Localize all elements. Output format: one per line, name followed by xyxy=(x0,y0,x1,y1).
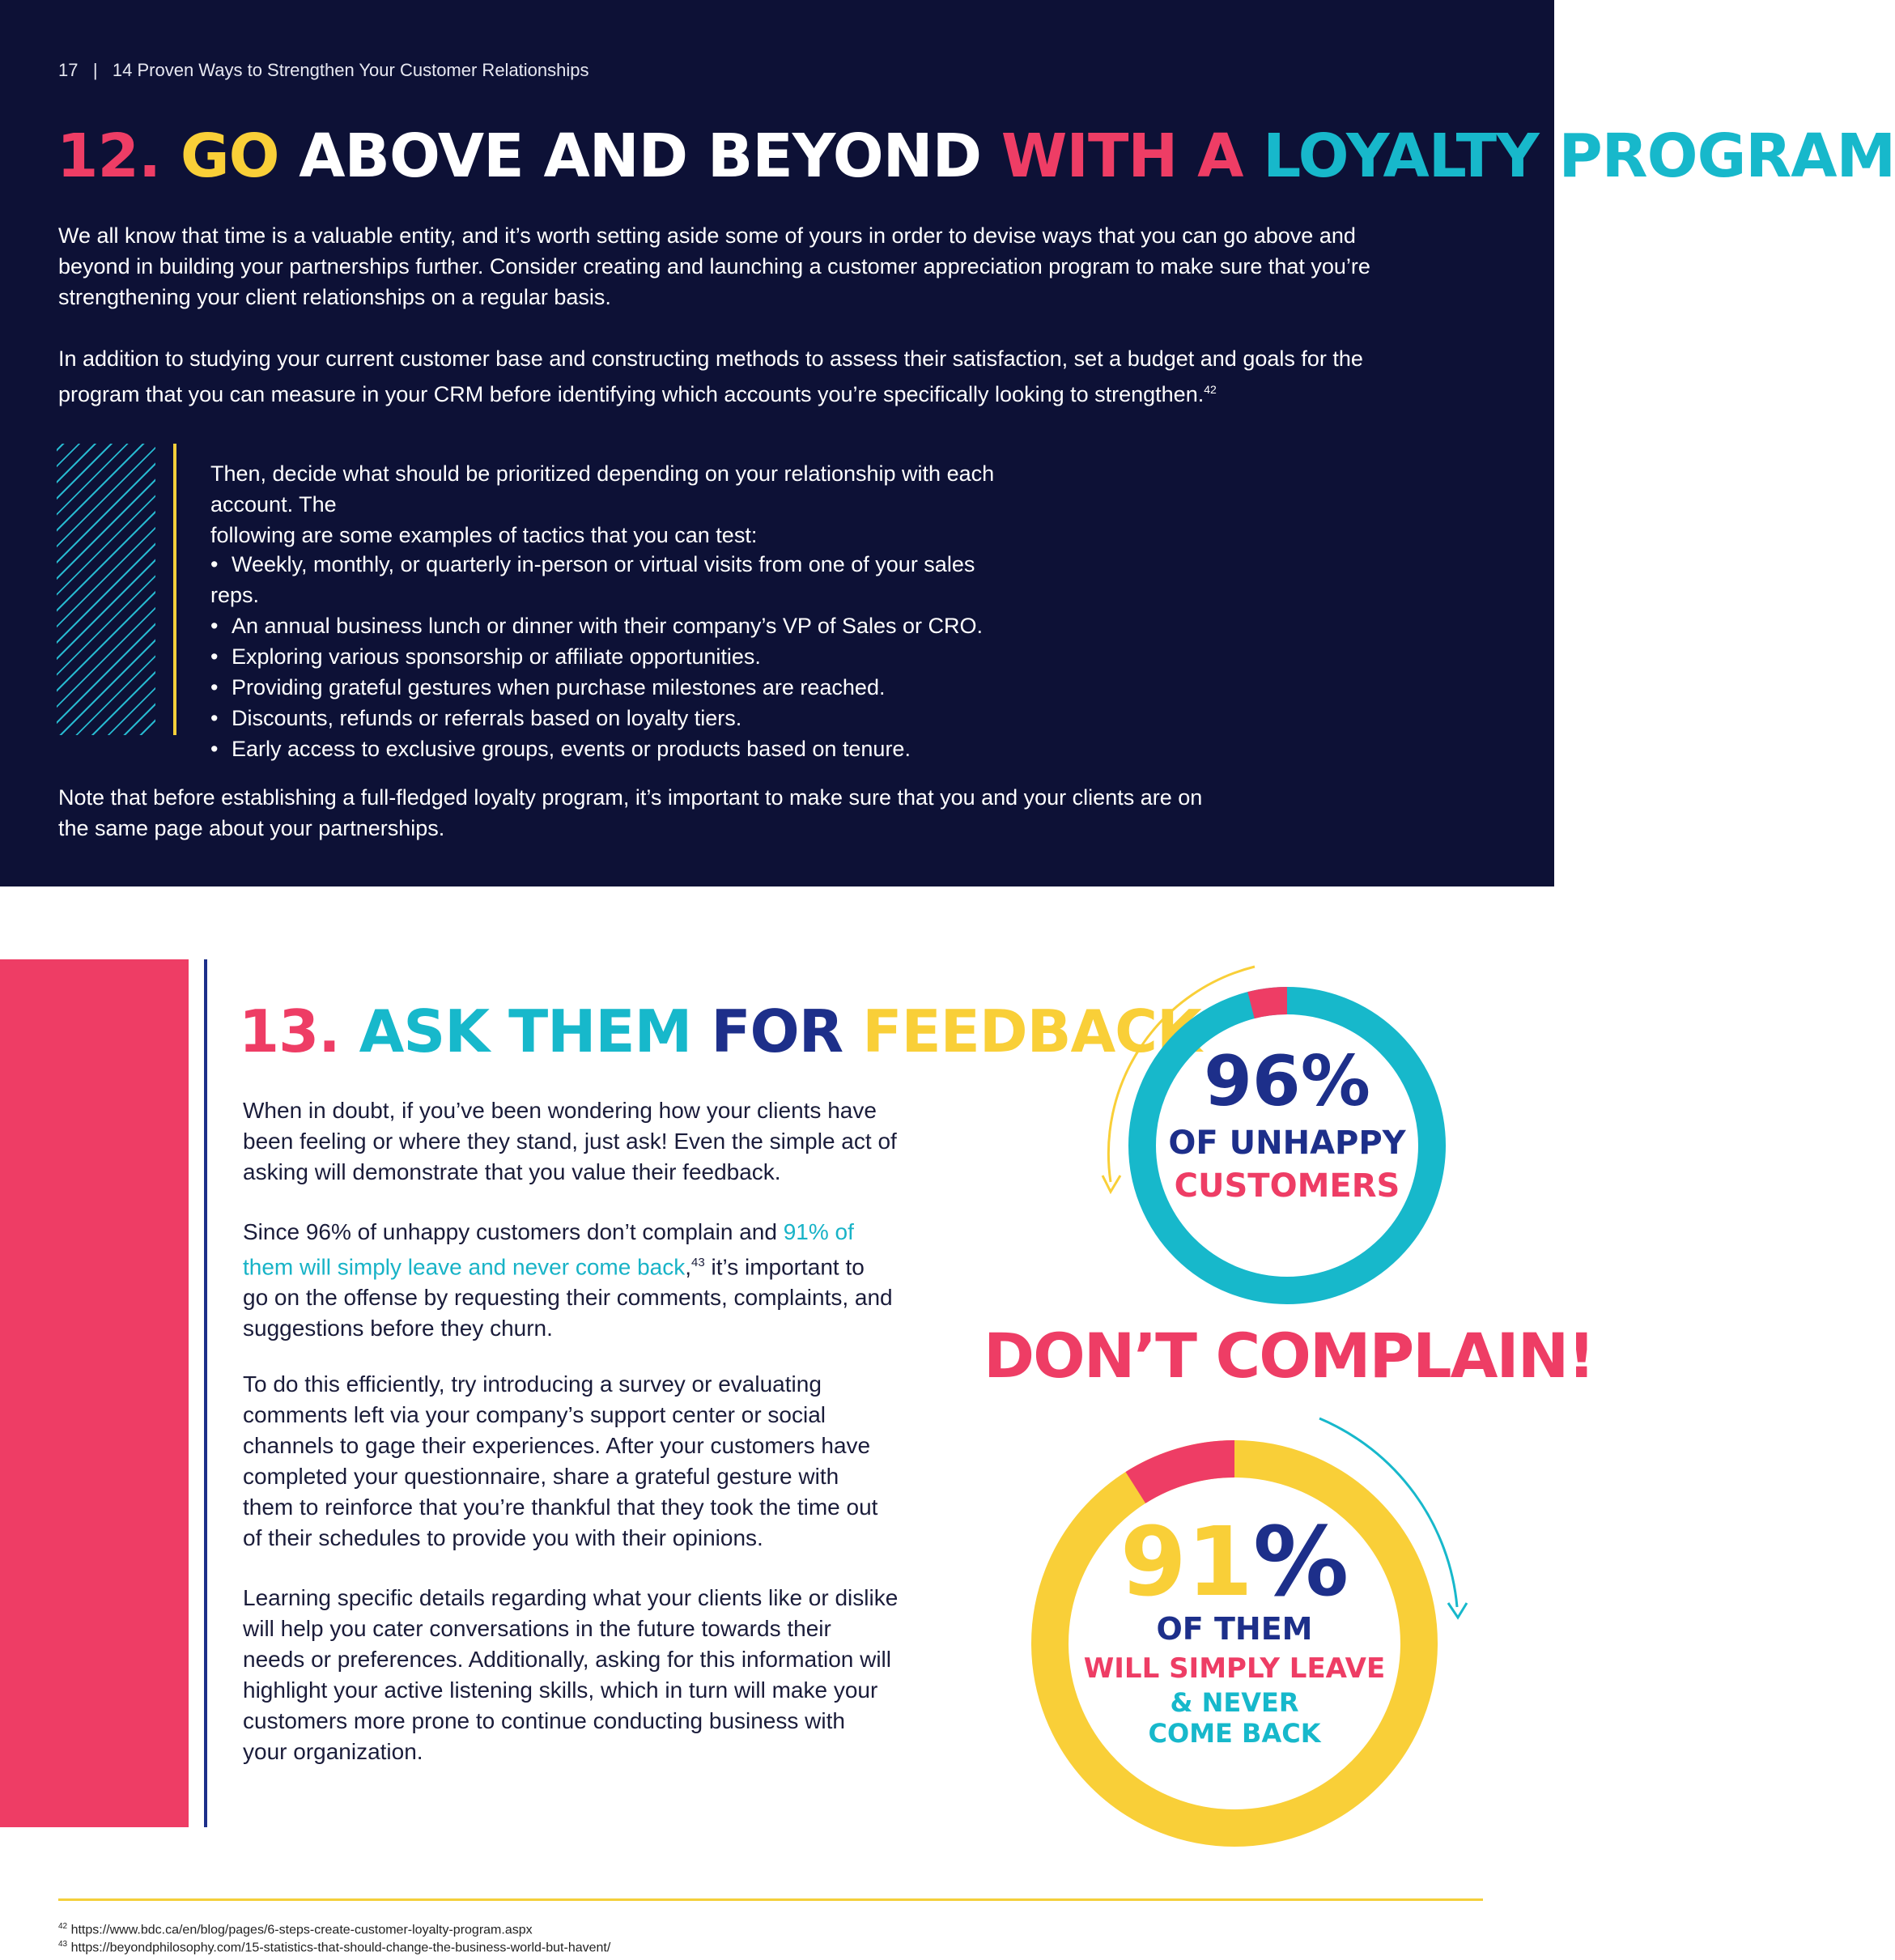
section-12-panel xyxy=(0,0,1895,886)
title-number: 13. xyxy=(239,997,340,1065)
s13-paragraph-2 xyxy=(243,1217,939,1344)
text-line: beyond in building your partnerships further. Consider creating and launching a customer appreciation program to make sure that you’re xyxy=(58,254,1370,278)
pink-sidebar-bar xyxy=(0,959,189,1827)
text-line: In addition to studying your current customer base and constructing methods to assess their satisfaction, set a budget and goals for the xyxy=(58,347,1363,371)
s13-paragraph-1 xyxy=(243,1095,939,1188)
text-line: the same page about your partnerships. xyxy=(58,816,445,840)
stats-infographic xyxy=(1052,955,1473,1862)
text-line-part: program that you can measure in your CRM before identifying which accounts you’re specifically looking to strengthen. xyxy=(58,382,1205,406)
text-line: will help you cater conversations in the future towards their xyxy=(243,1616,831,1641)
text-line: needs or preferences. Additionally, asking for this information will xyxy=(243,1647,891,1672)
callout-intro xyxy=(210,458,1028,551)
text-line: Then, decide what should be prioritized depending on your relationship with each account. The xyxy=(210,461,995,517)
tactics-callout xyxy=(57,444,1028,761)
header-separator: | xyxy=(92,60,98,80)
page-number: 17 xyxy=(58,60,79,80)
title-ask: ASK THEM xyxy=(359,997,692,1065)
stat-link-text[interactable]: them will simply leave and never come back xyxy=(243,1254,686,1280)
stat-96-line1: OF UNHAPPY xyxy=(1168,1125,1406,1162)
text-line: strengthening your client relationships on a regular basis. xyxy=(58,285,611,309)
s13-paragraph-3 xyxy=(243,1369,939,1554)
text-line: Learning specific details regarding what your clients like or dislike xyxy=(243,1585,899,1610)
text-line: When in doubt, if you’ve been wondering how your clients have xyxy=(243,1098,877,1123)
text-line: of their schedules to provide you with their opinions. xyxy=(243,1525,763,1550)
stat-91-percent: % xyxy=(1252,1506,1349,1618)
s13-paragraph-4 xyxy=(243,1583,939,1767)
text-line: comments left via your company’s support center or social xyxy=(243,1402,826,1427)
footnote-42 xyxy=(58,1922,533,1937)
text-line-part: Since 96% of unhappy customers don’t complain and xyxy=(243,1219,784,1244)
text-line: To do this efficiently, try introducing a survey or evaluating xyxy=(243,1371,822,1397)
section-12-title xyxy=(57,121,1895,191)
footnote-url[interactable]: https://www.bdc.ca/en/blog/pages/6-steps-create-customer-loyalty-program.aspx xyxy=(70,1923,533,1937)
list-item: • Weekly, monthly, or quarterly in-person or virtual visits from one of your sales reps. xyxy=(210,549,1028,610)
stat-96-value: 96% xyxy=(1204,1041,1370,1122)
title-for: FOR xyxy=(711,997,843,1065)
text-line: channels to gage their experiences. After your customers have xyxy=(243,1433,871,1458)
title-feedback: FEEDBACK xyxy=(862,997,1201,1065)
title-go: GO xyxy=(180,121,279,191)
title-loyalty: LOYALTY PROGRAM xyxy=(1263,121,1895,191)
list-item: • Exploring various sponsorship or affiliate opportunities. xyxy=(210,641,1028,672)
footnote-url[interactable]: https://beyondphilosophy.com/15-statistics-that-should-change-the-business-world-but-havent/ xyxy=(70,1941,611,1955)
note-paragraph xyxy=(58,782,1202,844)
text-line xyxy=(243,1248,939,1282)
stat-91-line2: WILL SIMPLY LEAVE xyxy=(1083,1652,1386,1685)
text-line: completed your questionnaire, share a grateful gesture with xyxy=(243,1464,839,1489)
footnote-ref: 42 xyxy=(1204,383,1217,396)
callout-divider xyxy=(173,444,176,735)
text-line: go on the offense by requesting their comments, complaints, and xyxy=(243,1285,893,1311)
stat-91-line1: OF THEM xyxy=(1156,1611,1313,1647)
page-header xyxy=(58,60,589,81)
section-13-divider xyxy=(204,959,207,1827)
stat-91-line4: COME BACK xyxy=(1148,1718,1321,1749)
tactics-list xyxy=(210,549,1028,764)
stat-91-line3: & NEVER xyxy=(1170,1687,1299,1718)
title-with: WITH A xyxy=(1001,121,1243,191)
list-item: • Discounts, refunds or referrals based on loyalty tiers. xyxy=(210,703,1028,733)
list-item: • An annual business lunch or dinner with their company’s VP of Sales or CRO. xyxy=(210,610,1028,641)
list-item: • Providing grateful gestures when purchase milestones are reached. xyxy=(210,672,1028,703)
stat-91-number: 91 xyxy=(1120,1506,1253,1618)
stat-link-text[interactable]: 91% of xyxy=(783,1219,854,1244)
title-above: ABOVE AND BEYOND xyxy=(299,121,982,191)
footnote-number: 42 xyxy=(58,1922,68,1931)
text-line-part: it’s important to xyxy=(704,1254,865,1280)
document-title: 14 Proven Ways to Strengthen Your Customer Relationships xyxy=(112,60,589,80)
footer-rule xyxy=(58,1898,1483,1901)
dont-complain-text: DON’T COMPLAIN! xyxy=(984,1320,1594,1392)
paragraph-1 xyxy=(58,220,1370,312)
text-line: been feeling or where they stand, just ask! Even the simple act of xyxy=(243,1129,897,1154)
title-number: 12. xyxy=(57,121,161,191)
footnote-43 xyxy=(58,1940,610,1955)
text-line xyxy=(243,1217,939,1248)
text-line: your organization. xyxy=(243,1739,423,1764)
text-line: Note that before establishing a full-fledged loyalty program, it’s important to make sure that you and your clients are on xyxy=(58,785,1203,810)
footnote-ref: 43 xyxy=(691,1256,705,1269)
arrow-1-head xyxy=(1103,1176,1120,1192)
stat-91-value xyxy=(1120,1506,1349,1618)
text-line: customers more prone to continue conducting business with xyxy=(243,1708,845,1733)
list-item: • Early access to exclusive groups, events or products based on tenure. xyxy=(210,733,1028,764)
text-line: following are some examples of tactics that you can test: xyxy=(210,523,758,547)
comma: , xyxy=(685,1254,692,1280)
hatch-decoration xyxy=(57,444,155,735)
stat-96-line2: CUSTOMERS xyxy=(1174,1167,1400,1205)
text-line: suggestions before they churn. xyxy=(243,1316,553,1341)
text-line: asking will demonstrate that you value their feedback. xyxy=(243,1159,781,1184)
text-line: them to reinforce that you’re thankful that they took the time out xyxy=(243,1494,878,1520)
text-line: We all know that time is a valuable entity, and it’s worth setting aside some of yours in order to devise ways that you can go above and xyxy=(58,223,1356,248)
footnote-number: 43 xyxy=(58,1940,68,1949)
text-line xyxy=(58,374,1363,410)
text-line: highlight your active listening skills, which in turn will make your xyxy=(243,1677,878,1703)
paragraph-2 xyxy=(58,343,1363,410)
